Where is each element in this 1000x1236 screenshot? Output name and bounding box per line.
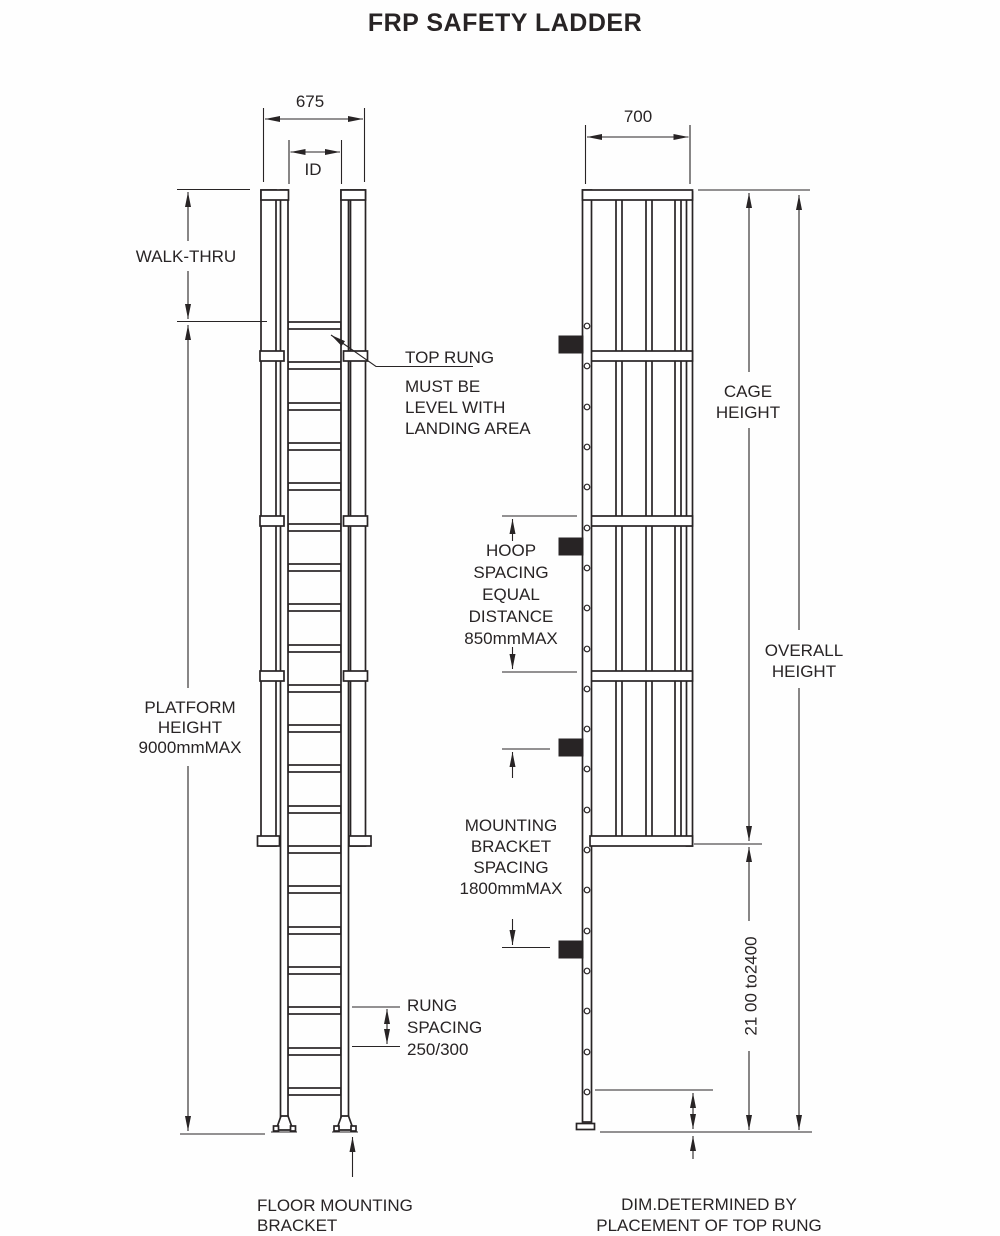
dim-platform-height [139,325,265,1134]
left-top-cap [261,190,289,200]
dim-overall-height [765,195,843,1130]
dim-id-label: ID [304,160,322,179]
dim-base-clearance [742,847,761,1130]
dim-cage-height [716,193,780,841]
hoop-spacing-line1: HOOP [485,541,537,560]
hoop-spacing-line5: 850mmMAX [464,629,558,648]
overall-height-line2: HEIGHT [771,662,837,681]
top-rung-note-line1: TOP RUNG [405,348,495,367]
overall-height-line1: OVERALL [764,641,844,660]
dim-700 [586,107,691,184]
platform-height-line1: PLATFORM [144,698,236,717]
floor-bracket-note [257,1137,413,1235]
bottom-note [596,1195,821,1235]
front-view [136,92,532,1235]
dim-id [289,140,342,184]
bracket-spacing-line3: SPACING [473,858,549,877]
rung-spacing-line1: RUNG [407,996,458,1015]
floor-feet [271,1116,358,1132]
top-rung-note-line3: LEVEL WITH [405,398,506,417]
dim-700-label: 700 [623,107,653,126]
bracket-spacing-line2: BRACKET [470,837,552,856]
bottom-note-line1: DIM.DETERMINED BY [621,1195,797,1214]
side-rail [583,190,592,1122]
left-outer-rail-cap [258,836,280,846]
right-outer-rail-cap [349,836,371,846]
hoop-spacing-line4: DISTANCE [468,607,554,626]
hoop-spacing-line3: EQUAL [482,585,540,604]
dim-bracket-spacing [460,749,563,948]
floor-bracket-line1: FLOOR MOUNTING [257,1196,413,1215]
drawing-title: FRP SAFETY LADDER [367,9,643,37]
hoop-spacing-line2: SPACING [473,563,549,582]
base-clearance-label: 21 00 to2400 [741,936,761,1036]
right-top-cap [341,190,366,200]
side-rail-foot [577,1124,595,1130]
side-view [460,107,844,1235]
rung-spacing-line3: 250/300 [407,1040,469,1059]
walk-thru-label: WALK-THRU [135,247,237,266]
platform-height-line3: 9000mmMAX [138,738,242,757]
right-inner-rail [341,190,349,1122]
rung-spacing-line2: SPACING [407,1018,483,1037]
cage-top-band [583,190,693,200]
left-inner-rail [281,190,289,1122]
floor-bracket-line2: BRACKET [257,1216,338,1235]
cage-bottom-band [590,836,693,846]
bracket-spacing-line1: MOUNTING [464,816,558,835]
bottom-note-line2: PLACEMENT OF TOP RUNG [596,1216,822,1235]
rungs [288,322,341,1095]
platform-height-line2: HEIGHT [157,718,223,737]
dim-walk-thru [136,190,267,322]
cage-height-line2: HEIGHT [715,403,781,422]
dim-rung-spacing [352,996,482,1059]
wall-brackets [559,336,583,958]
bracket-spacing-line4: 1800mmMAX [459,879,563,898]
dim-675-label: 675 [295,92,325,111]
top-rung-note-line2: MUST BE [405,377,481,396]
cage-height-line1: CAGE [723,382,773,401]
top-rung-note-line4: LANDING AREA [405,419,531,438]
